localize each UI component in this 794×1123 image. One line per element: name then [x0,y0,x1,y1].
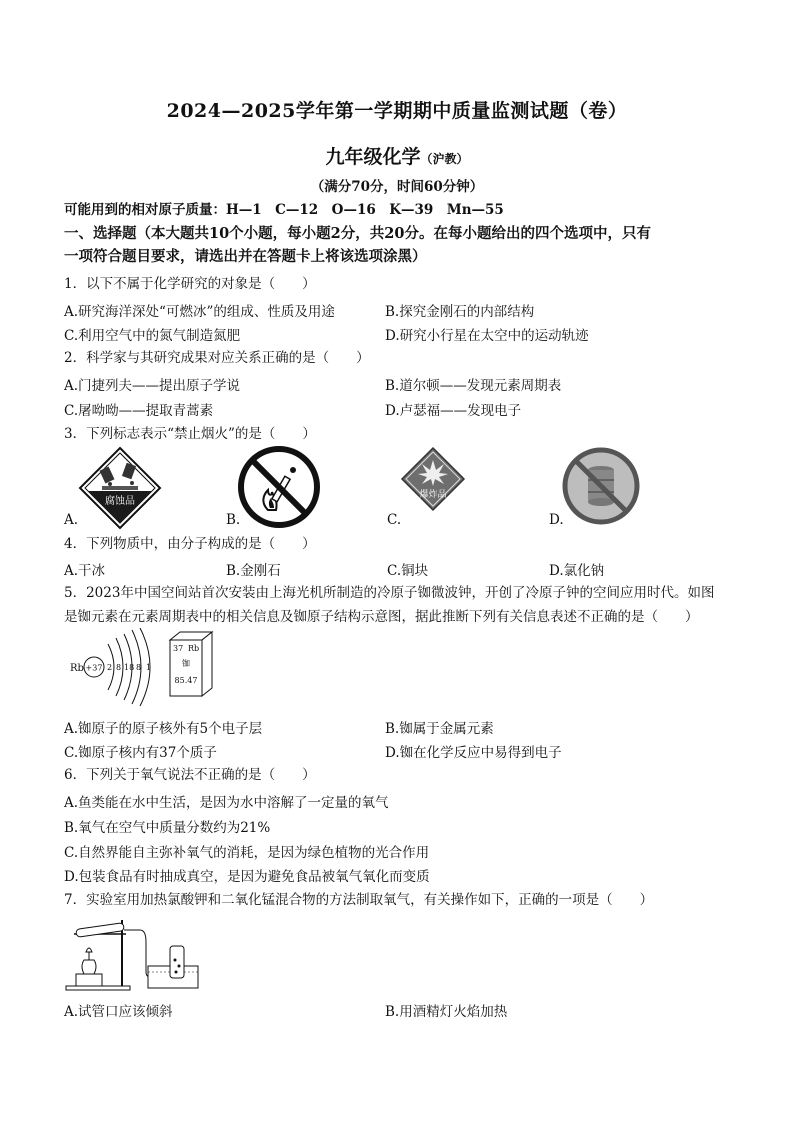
q6-option-a: A.鱼类能在水中生活，是因为水中溶解了一定量的氧气 [64,795,389,811]
cell-symbol: Rb [188,644,200,653]
q2-stem: 2．科学家与其研究成果对应关系正确的是（ ） [64,350,370,366]
section1-line2: 一项符合题目要求，请选出并在答题卡上将该选项涂黑） [64,248,427,265]
q3-option-c: C. [387,512,402,528]
q1-stem: 1．以下不属于化学研究的对象是（ ） [64,276,316,292]
explosive-sign-icon [400,446,466,512]
q4-option-c: C.铜块 [387,563,429,579]
cell-number: 37 [173,644,184,653]
atom-structure-diagram [70,628,151,706]
oxygen-apparatus-diagram [64,912,204,994]
q4-stem: 4．下列物质中，由分子构成的是（ ） [64,536,316,552]
q6-stem: 6．下列关于氧气说法不正确的是（ ） [64,767,316,783]
q3-option-b: B. [226,512,241,528]
shell-1: 2 [107,663,113,672]
q2-option-b: B.道尔顿——发现元素周期表 [385,378,562,394]
q5-stem-line2: 是铷元素在元素周期表中的相关信息及铷原子结构示意图，据此推断下列有关信息表述不正确的是（ ） [64,609,699,625]
q5-option-c: C.铷原子核内有37个质子 [64,745,217,761]
q7-option-a: A.试管口应该倾斜 [64,1004,173,1020]
q7-stem: 7．实验室用加热氯酸钾和二氧化锰混合物的方法制取氧气，有关操作如下，正确的一项是（ ） [64,892,654,908]
q5-option-b: B.铷属于金属元素 [385,721,494,737]
q4-option-a: A.干冰 [64,563,106,579]
cell-mass: 85.47 [174,676,198,685]
q5-option-a: A.铷原子的原子核外有5个电子层 [64,721,263,737]
explosive-sign-label: 爆炸品 [419,490,447,500]
exam-subject [0,142,794,169]
shell-4: 8 [136,663,142,672]
subject-edition: （沪教） [420,152,469,166]
q1-option-b: B.探究金刚石的内部结构 [385,304,535,320]
q5-stem-line1: 5．2023年中国空间站首次安装由上海光机所制造的冷原子铷微波钟，开创了冷原子钟的空间应用时代。如图 [64,585,715,601]
q1-option-d: D.研究小行星在太空中的运动轨迹 [385,328,589,344]
q2-option-a: A.门捷列夫——提出原子学说 [64,378,241,394]
shell-2: 8 [116,663,122,672]
q5-option-d: D.铷在化学反应中易得到电子 [385,745,562,761]
q3-stem: 3．下列标志表示“禁止烟火”的是（ ） [64,426,316,442]
rubidium-figure [64,626,264,708]
corrosive-sign-label: 腐蚀品 [105,496,135,507]
exam-meta: （满分70分，时间60分钟） [310,179,484,195]
cell-name: 铷 [182,659,190,668]
periodic-table-cell [170,632,212,696]
q1-option-c: C.利用空气中的氮气制造氮肥 [64,328,241,344]
q7-option-b: B.用酒精灯火焰加热 [385,1004,508,1020]
q6-option-d: D.包装食品有时抽成真空，是因为避免食品被氧气氧化而变质 [64,869,430,885]
q4-option-b: B.金刚石 [226,563,281,579]
exam-title: 2024—2025学年第一学期期中质量监测试题（卷） [166,100,628,122]
atom-symbol: Rb [70,663,84,674]
nucleus-charge: +37 [85,663,103,673]
q2-option-d: D.卢瑟福——发现电子 [385,403,522,419]
q3-option-d: D. [549,512,564,528]
no-barrel-sign-icon [561,446,641,526]
shell-5: 1 [146,663,152,672]
q4-option-d: D.氯化钠 [549,563,605,579]
shell-3: 18 [124,663,135,672]
q6-option-c: C.自然界能自主弥补氧气的消耗，是因为绿色植物的光合作用 [64,845,430,861]
atomic-masses: 可能用到的相对原子质量：H—1 C—12 O—16 K—39 Mn—55 [64,202,504,218]
q6-option-b: B.氧气在空气中质量分数约为21% [64,820,271,836]
section1-line1: 一、选择题（本大题共10个小题，每小题2分，共20分。在每小题给出的四个选项中，只有 [64,225,651,242]
q1-option-a: A.研究海洋深处“可燃冰”的组成、性质及用途 [64,304,335,320]
no-fire-sign-icon [238,446,320,528]
subject-name: 九年级化学 [325,146,421,168]
corrosive-sign-icon [78,446,162,530]
q2-option-c: C.屠呦呦——提取青蒿素 [64,403,214,419]
q3-option-a: A. [64,512,79,528]
